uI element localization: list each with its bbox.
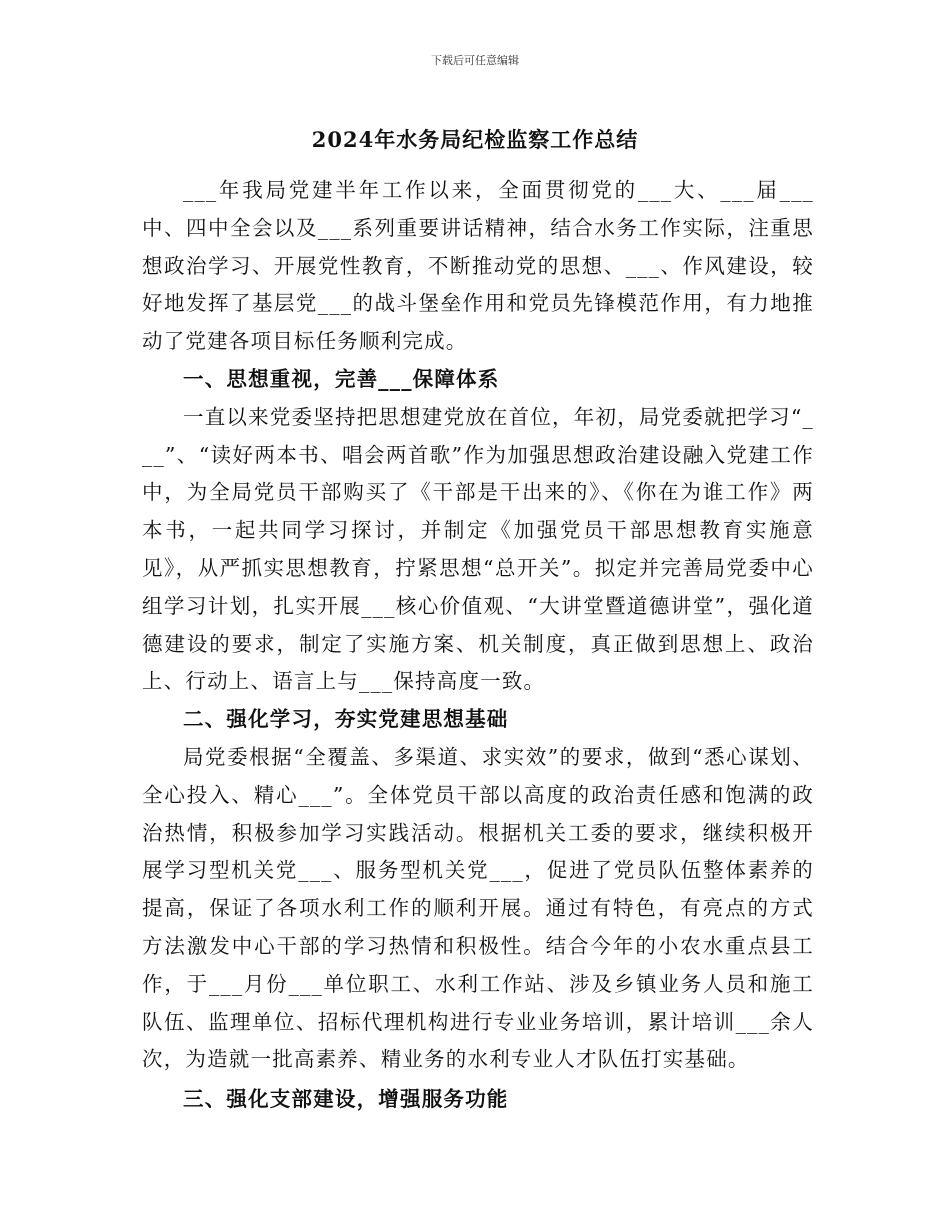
document-body <box>142 172 814 1119</box>
section-body-2: 局党委根据“全覆盖、多渠道、求实效”的要求，做到“悉心谋划、全心投入、精心___”。全体党员干部以高度的政治责任感和饱满的政治热情，积极参加学习实践活动。根据机关工委的要求，继续积极开展学习型机关党___、服务型机关党___，促进了党员队伍整体素养的提高，保证了各项水利工作的顺利开展。通过有特色，有亮点的方式方法激发中心干部的学习热情和积极性。结合今年的小农水重点县工作，于___月份___单位职工、水利工作站、涉及乡镇业务人员和施工队伍、监理单位、招标代理机构进行专业业务培训，累计培训___余人次，为造就一批高素养、精业务的水利专业人才队伍打实基础。 <box>142 744 814 1072</box>
header-note: 下载后可任意编辑 <box>431 54 519 67</box>
section-heading-1: 一、思想重视，完善___保障体系 <box>183 366 500 391</box>
section-body-1: 一直以来党委坚持把思想建党放在首位，年初，局党委就把学习“___”、“读好两本书、唱会两首歌”作为加强思想政治建设融入党建工作中，为全局党员干部购买了《干部是干出来的》、《你在为谁工作》两本书，一起共同学习探讨，并制定《加强党员干部思想教育实施意见》，从严抓实思想教育，拧紧思想“总开关”。拟定并完善局党委中心组学习计划，扎实开展___核心价值观、“大讲堂暨道德讲堂”，强化道德建设的要求，制定了实施方案、机关制度，真正做到思想上、政治上、行动上、语言上与___保持高度一致。 <box>142 404 814 694</box>
document-title: 2024年水务局纪检监察工作总结 <box>311 127 639 152</box>
intro-paragraph: ___年我局党建半年工作以来，全面贯彻党的___大、___届___中、四中全会以及___系列重要讲话精神，结合水务工作实际，注重思想政治学习、开展党性教育，不断推动党的思想、___、作风建设，较好地发挥了基层党___的战斗堡垒作用和党员先锋模范作用，有力地推动了党建各项目标任务顺利完成。 <box>142 178 814 354</box>
section-heading-2: 二、强化学习，夯实党建思想基础 <box>183 707 509 732</box>
section-heading-3: 三、强化支部建设，增强服务功能 <box>183 1087 509 1112</box>
